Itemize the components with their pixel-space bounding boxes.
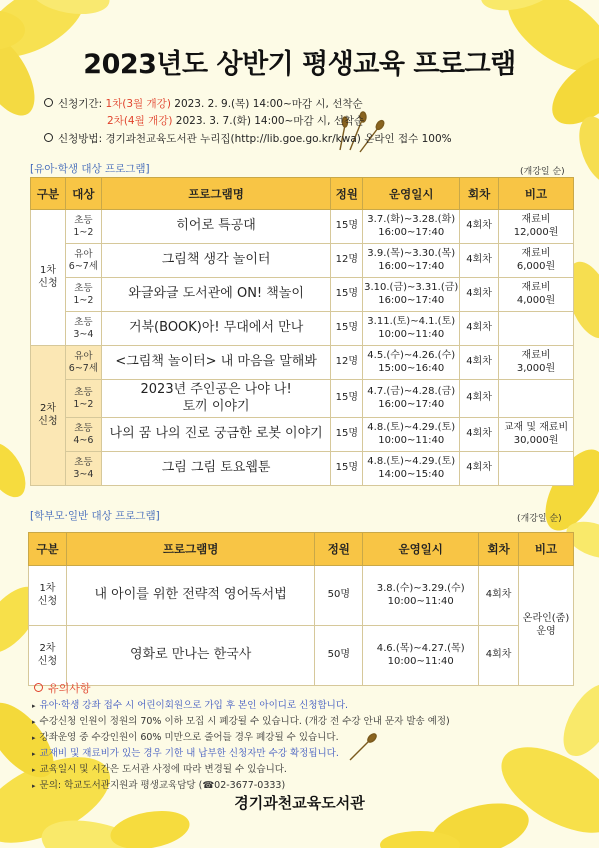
program-name-cell: <그림책 놀이터> 내 마음을 말해봐 <box>101 346 330 380</box>
schedule-cell: 4.6.(목)~4.27.(목) 10:00~11:40 <box>363 626 479 686</box>
capacity-cell: 50명 <box>315 626 363 686</box>
capacity-cell: 15명 <box>331 418 363 452</box>
column-header: 회차 <box>460 178 499 210</box>
table-row <box>31 452 574 486</box>
remark-cell: 재료비 12,000원 <box>499 210 574 244</box>
program-name-cell: 영화로 만나는 한국사 <box>66 626 314 686</box>
schedule-cell: 4.8.(토)~4.29.(토) 14:00~15:40 <box>363 452 460 486</box>
column-header: 회차 <box>479 533 519 566</box>
schedule-cell: 4.7.(금)~4.28.(금) 16:00~17:40 <box>363 380 460 418</box>
notice-item: ▸ 교재비 및 재료비가 있는 경우 기한 내 납부한 신청자만 수강 확정됩니다. <box>32 748 339 759</box>
schedule-cell: 4.8.(토)~4.29.(토) 10:00~11:40 <box>363 418 460 452</box>
session-count-cell: 4회차 <box>460 380 499 418</box>
capacity-cell: 15명 <box>331 312 363 346</box>
target-cell: 초등 4~6 <box>65 418 101 452</box>
triangle-bullet-icon: ▸ <box>32 782 36 790</box>
column-header: 정원 <box>331 178 363 210</box>
group-cell: 1차 신청 <box>29 566 67 626</box>
section-label-parents: [학부모·일반 대상 프로그램] <box>30 510 160 522</box>
sort-note: (개강일 순) <box>517 514 562 524</box>
target-cell: 유아 6~7세 <box>65 244 101 278</box>
target-cell: 초등 1~2 <box>65 380 101 418</box>
session-count-cell: 4회차 <box>460 418 499 452</box>
notice-section <box>32 680 450 794</box>
triangle-bullet-icon: ▸ <box>32 766 36 774</box>
remark-cell: 온라인(줌) 운영 <box>519 566 574 686</box>
session-count-cell: 4회차 <box>479 626 519 686</box>
students-program-table <box>30 177 574 486</box>
program-name-cell: 와글와글 도서관에 ON! 책놀이 <box>101 278 330 312</box>
column-header: 프로그램명 <box>66 533 314 566</box>
notice-heading: 유의사항 <box>34 680 450 696</box>
remark-cell: 재료비 3,000원 <box>499 346 574 380</box>
session-count-cell: 4회차 <box>460 244 499 278</box>
target-cell: 유아 6~7세 <box>65 346 101 380</box>
column-header: 운영일시 <box>363 178 460 210</box>
program-name-cell: 나의 꿈 나의 진로 궁금한 로봇 이야기 <box>101 418 330 452</box>
program-name-cell: 거북(BOOK)아! 무대에서 만나 <box>101 312 330 346</box>
circle-bullet-icon <box>44 98 53 107</box>
apply-period-line-1: 신청기간: 1차(3월 개강) 2023. 2. 9.(목) 14:00~마감 시, 선착순 <box>44 96 363 111</box>
column-header: 비고 <box>499 178 574 210</box>
target-cell: 초등 3~4 <box>65 452 101 486</box>
column-header: 구분 <box>31 178 66 210</box>
schedule-cell: 3.11.(토)~4.1.(토) 10:00~11:40 <box>363 312 460 346</box>
table-row <box>31 380 574 418</box>
target-cell: 초등 1~2 <box>65 278 101 312</box>
remark-cell <box>499 312 574 346</box>
column-header: 구분 <box>29 533 67 566</box>
column-header: 비고 <box>519 533 574 566</box>
session-count-cell: 4회차 <box>460 312 499 346</box>
schedule-cell: 3.9.(목)~3.30.(목) 16:00~17:40 <box>363 244 460 278</box>
session-count-cell: 4회차 <box>479 566 519 626</box>
program-name-cell: 2023년 주인공은 나야 나! 토끼 이야기 <box>101 380 330 418</box>
program-name-cell: 히어로 특공대 <box>101 210 330 244</box>
capacity-cell: 15명 <box>331 452 363 486</box>
program-name-cell: 내 아이를 위한 전략적 영어독서법 <box>66 566 314 626</box>
capacity-cell: 15명 <box>331 380 363 418</box>
session-count-cell: 4회차 <box>460 452 499 486</box>
remark-cell <box>499 380 574 418</box>
capacity-cell: 12명 <box>331 346 363 380</box>
table-row <box>29 566 574 626</box>
target-cell: 초등 1~2 <box>65 210 101 244</box>
group-cell: 2차 신청 <box>31 346 66 486</box>
column-header: 프로그램명 <box>101 178 330 210</box>
table-row <box>31 244 574 278</box>
column-header: 운영일시 <box>363 533 479 566</box>
group-cell: 1차 신청 <box>31 210 66 346</box>
table-row <box>31 278 574 312</box>
apply-period-line-2: 2차(4월 개강) 2023. 3. 7.(화) 14:00~마감 시, 선착순 <box>107 115 365 127</box>
notice-item: ▸ 교육일시 및 시간은 도서관 사정에 따라 변경될 수 있습니다. <box>32 764 287 775</box>
notice-item: ▸ 유아·학생 강좌 접수 시 어린이회원으로 가입 후 본인 아이디로 신청합니다. <box>32 700 349 711</box>
remark-cell: 재료비 6,000원 <box>499 244 574 278</box>
remark-cell: 재료비 4,000원 <box>499 278 574 312</box>
group-cell: 2차 신청 <box>29 626 67 686</box>
session-count-cell: 4회차 <box>460 278 499 312</box>
sort-note: (개강일 순) <box>520 167 565 177</box>
column-header: 대상 <box>65 178 101 210</box>
schedule-cell: 3.10.(금)~3.31.(금) 16:00~17:40 <box>363 278 460 312</box>
page-title: 2023년도 상반기 평생교육 프로그램 <box>83 49 516 80</box>
table-header-row <box>31 178 574 210</box>
column-header: 정원 <box>315 533 363 566</box>
notice-item: ▸ 강좌운영 중 수강인원이 60% 미만으로 줄어들 경우 폐강될 수 있습니다. <box>32 732 339 743</box>
program-name-cell: 그림책 생각 놀이터 <box>101 244 330 278</box>
remark-cell <box>499 452 574 486</box>
notice-item: ▸ 문의: 학교도서관지원과 평생교육담당 (☎02-3677-0333) <box>32 780 286 791</box>
triangle-bullet-icon: ▸ <box>32 702 36 710</box>
circle-bullet-icon <box>34 683 43 692</box>
table-row <box>29 626 574 686</box>
schedule-cell: 3.7.(화)~3.28.(화) 16:00~17:40 <box>363 210 460 244</box>
capacity-cell: 50명 <box>315 566 363 626</box>
circle-bullet-icon <box>44 133 53 142</box>
capacity-cell: 15명 <box>331 210 363 244</box>
section-label-students: [유아·학생 대상 프로그램] <box>30 163 150 175</box>
remark-cell: 교재 및 재료비 30,000원 <box>499 418 574 452</box>
capacity-cell: 12명 <box>331 244 363 278</box>
apply-method-line: 신청방법: 경기과천교육도서관 누리집(http://lib.goe.go.kr/kwa) 온라인 접수 100% <box>44 131 452 146</box>
triangle-bullet-icon: ▸ <box>32 734 36 742</box>
notice-item: ▸ 수강신청 인원이 정원의 70% 이하 모집 시 폐강될 수 있습니다. (개강 전 수강 안내 문자 발송 예정) <box>32 716 450 727</box>
target-cell: 초등 3~4 <box>65 312 101 346</box>
table-row <box>31 418 574 452</box>
session-count-cell: 4회차 <box>460 346 499 380</box>
capacity-cell: 15명 <box>331 278 363 312</box>
table-row <box>31 346 574 380</box>
session-count-cell: 4회차 <box>460 210 499 244</box>
triangle-bullet-icon: ▸ <box>32 750 36 758</box>
triangle-bullet-icon: ▸ <box>32 718 36 726</box>
schedule-cell: 4.5.(수)~4.26.(수) 15:00~16:40 <box>363 346 460 380</box>
program-name-cell: 그림 그림 토요웹툰 <box>101 452 330 486</box>
library-name: 경기과천교육도서관 <box>234 794 365 812</box>
table-row <box>31 210 574 244</box>
parents-program-table <box>28 532 574 686</box>
table-row <box>31 312 574 346</box>
table-header-row <box>29 533 574 566</box>
schedule-cell: 3.8.(수)~3.29.(수) 10:00~11:40 <box>363 566 479 626</box>
